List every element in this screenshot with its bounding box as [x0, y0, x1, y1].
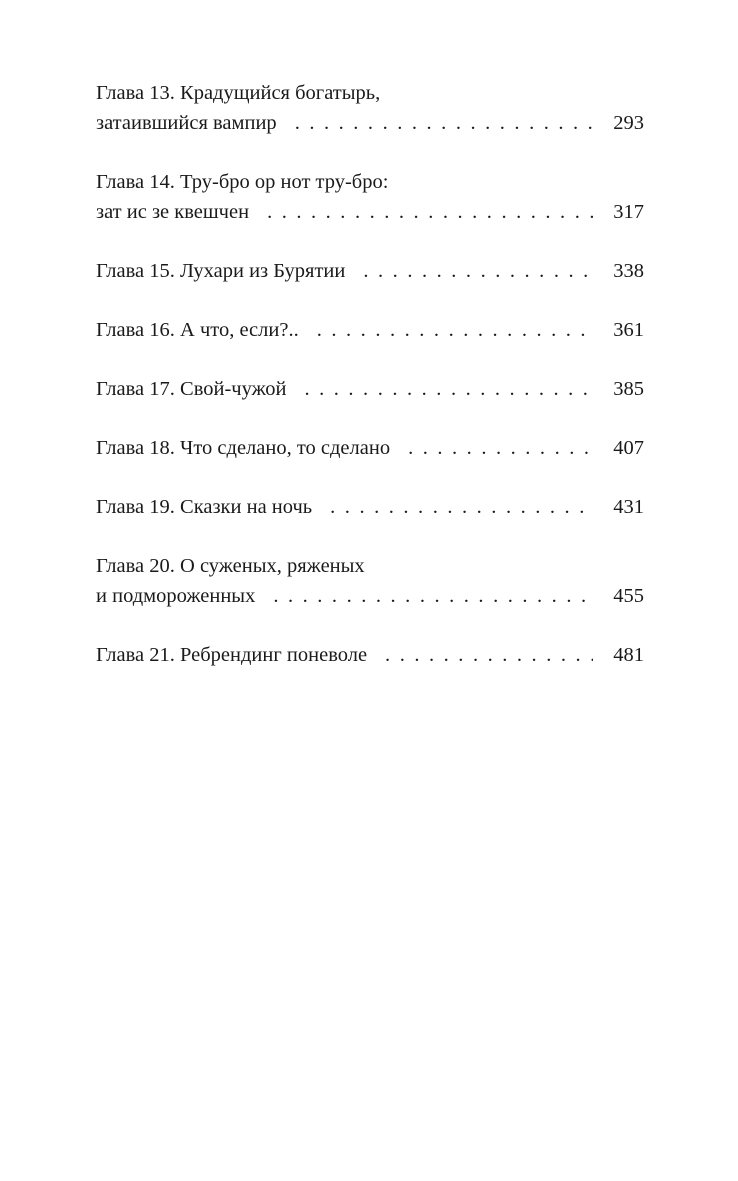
- page-number: 407: [613, 437, 644, 459]
- toc-line: [96, 256, 644, 286]
- chapter-title-continued: и подмороженных: [96, 585, 256, 607]
- table-of-contents: [96, 78, 644, 699]
- toc-line: [96, 581, 644, 611]
- toc-entry-chapter-21[interactable]: [96, 640, 644, 670]
- toc-line: [96, 197, 644, 227]
- dot-leader: [317, 315, 594, 345]
- toc-entry-chapter-16[interactable]: [96, 315, 644, 345]
- toc-entry-chapter-17[interactable]: [96, 374, 644, 404]
- toc-line: [96, 315, 644, 345]
- dot-leader: [363, 256, 593, 286]
- chapter-title: Глава 21. Ребрендинг поневоле: [96, 644, 368, 666]
- toc-line: [96, 374, 644, 404]
- page-number: 293: [613, 112, 644, 134]
- dot-leader: [304, 374, 593, 404]
- page-number: 481: [613, 644, 644, 666]
- chapter-title: Глава 20. О суженых, ряженых: [96, 555, 365, 577]
- dot-leader: [408, 433, 593, 463]
- chapter-title: Глава 15. Лухари из Бурятии: [96, 260, 346, 282]
- toc-line: [96, 433, 644, 463]
- chapter-title: Глава 17. Свой-чужой: [96, 378, 287, 400]
- page-number: 455: [613, 585, 644, 607]
- chapter-title-continued: зат ис зе квешчен: [96, 201, 250, 223]
- toc-entry-chapter-15[interactable]: [96, 256, 644, 286]
- toc-line: [96, 551, 644, 581]
- toc-line: [96, 108, 644, 138]
- page-number: 431: [613, 496, 644, 518]
- page-number: 317: [613, 201, 644, 223]
- dot-leader: [273, 581, 593, 611]
- toc-entry-chapter-14[interactable]: [96, 167, 644, 227]
- page-number: 385: [613, 378, 644, 400]
- toc-line: [96, 167, 644, 197]
- page-number: 338: [613, 260, 644, 282]
- chapter-title: Глава 13. Крадущийся богатырь,: [96, 82, 381, 104]
- dot-leader: [295, 108, 594, 138]
- toc-entry-chapter-13[interactable]: [96, 78, 644, 138]
- chapter-title: Глава 19. Сказки на ночь: [96, 496, 313, 518]
- toc-line: [96, 78, 644, 108]
- toc-line: [96, 492, 644, 522]
- toc-entry-chapter-19[interactable]: [96, 492, 644, 522]
- chapter-title: Глава 18. Что сделано, то сделано: [96, 437, 391, 459]
- page-number: 361: [613, 319, 644, 341]
- toc-entry-chapter-18[interactable]: [96, 433, 644, 463]
- toc-entry-chapter-20[interactable]: [96, 551, 644, 611]
- chapter-title-continued: затаившийся вампир: [96, 112, 277, 134]
- chapter-title: Глава 14. Тру-бро ор нот тру-бро:: [96, 171, 389, 193]
- toc-line: [96, 640, 644, 670]
- chapter-title: Глава 16. А что, если?..: [96, 319, 299, 341]
- dot-leader: [267, 197, 593, 227]
- dot-leader: [385, 640, 593, 670]
- dot-leader: [330, 492, 593, 522]
